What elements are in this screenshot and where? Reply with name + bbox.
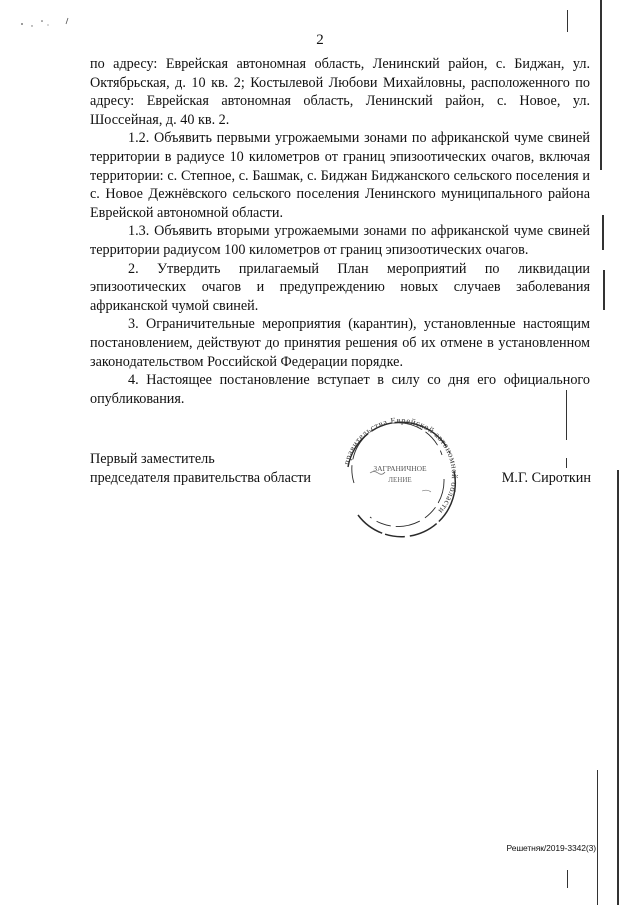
paragraph-2: 2. Утвердить прилагаемый План мероприятий по ликвидации эпизоотических очагов и предупреждению новых случаев заболевания африканской чумой свиней.: [90, 260, 590, 314]
paragraph-3: 3. Ограничительные мероприятия (карантин), установленные настоящим постановлением, действуют до принятия решения об их отмене в установленном законодательством Российской Федерации порядке.: [90, 316, 590, 370]
scan-edge-mark: [567, 870, 568, 888]
signatory-name: М.Г. Сироткин: [501, 470, 591, 486]
paragraph-4: 4. Настоящее постановление вступает в силу со дня его официального опубликования.: [90, 372, 590, 407]
paragraph-address-continuation: по адресу: Еврейская автономная область, Ленинский район, с. Биджан, ул. Октябрьская, д. 10 кв. 2; Костылевой Любови Михайловны, расположенного по адресу: Еврейская автономная область, Ленинский район, с. Новое, ул. Шоссейная, д. 40 кв. 2.: [90, 56, 590, 128]
scan-edge-mark: [566, 458, 567, 468]
document-number: Решетняк/2019-3342(3): [506, 843, 596, 853]
scan-edge-mark: [617, 470, 619, 905]
signatory-title-line2: председателя правительства области: [90, 470, 311, 486]
svg-text:правительства Еврейской автоно: правительства Еврейской автономной области: [341, 414, 461, 517]
signatory-title: [90, 450, 311, 488]
page-number: 2: [316, 32, 324, 48]
scan-edge-mark: [567, 10, 568, 32]
svg-text:ЗАГРАНИЧНОЕ: ЗАГРАНИЧНОЕ: [373, 464, 427, 473]
paragraph-1-3: 1.3. Объявить вторыми угрожаемыми зонами по африканской чуме свиней территории радиусом 100 километров от границ эпизоотических очагов.: [90, 223, 590, 258]
signatory-title-line1: Первый заместитель: [90, 451, 215, 467]
svg-text:ЛЕНИЕ: ЛЕНИЕ: [388, 476, 412, 484]
scan-edge-mark: [600, 0, 602, 170]
scan-edge-mark: [602, 215, 604, 250]
paragraph-1-2: 1.2. Объявить первыми угрожаемыми зонами по африканской чуме свиней территории в радиусе 10 километров от границ эпизоотических очагов, включая территории: с. Степное, с. Башмак, с. Биджан Биджанского сельского поселения и с. Новое Дежнёвского сельского поселения Ленинского муниципального района Еврейской автономной области.: [90, 130, 590, 221]
official-seal-stamp: [330, 405, 470, 545]
scan-edge-mark: [603, 270, 605, 310]
scan-edge-mark: [597, 770, 598, 905]
body-text: [90, 55, 590, 408]
scan-specks: [18, 12, 78, 32]
scan-edge-mark: [566, 390, 567, 440]
